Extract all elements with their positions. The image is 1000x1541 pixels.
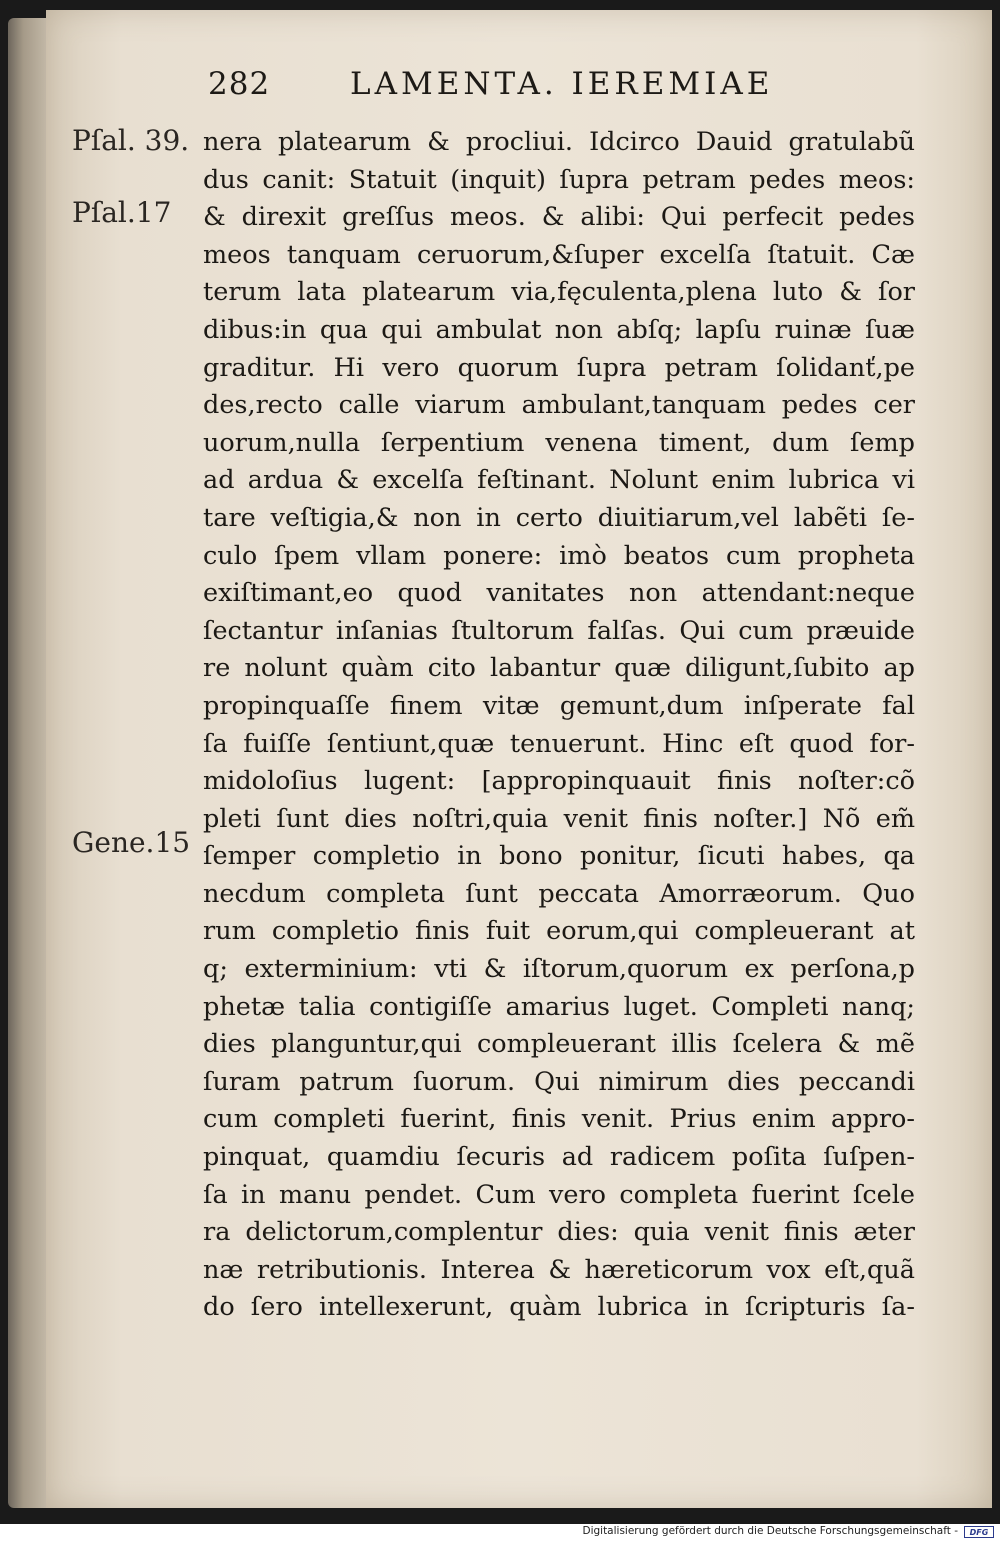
text-line: propinquaſſe finem vitæ gemunt,dum inſperate fal bbox=[203, 690, 915, 721]
text-line: midoloſius lugent: [appropinquauit finis noſter:cõ bbox=[203, 766, 915, 797]
margin-note: Pſal.17 bbox=[72, 196, 172, 229]
text-line: ſa fuiſſe ſentiunt,quæ tenuerunt. Hinc eſt quod for- bbox=[203, 728, 915, 759]
text-line: ſectantur inſanias ſtultorum falſas. Qui cum præuide bbox=[203, 615, 915, 646]
footer-credit: Digitalisierung gefördert durch die Deutsche Forschungsgemeinschaft - bbox=[582, 1525, 958, 1537]
margin-note: Pſal. 39. bbox=[72, 124, 190, 157]
text-line: ra delictorum,complentur dies: quia venit finis æter bbox=[203, 1217, 915, 1248]
text-line: des,recto calle viarum ambulant,tanquam pedes cer bbox=[203, 390, 915, 421]
text-line: næ retributionis. Interea & hæreticorum vox eſt,quã bbox=[203, 1254, 915, 1285]
text-line: ſemper completio in bono ponitur, ſicuti habes, qa bbox=[203, 841, 915, 872]
text-line: nera platearum & procliui. Idcirco Dauid gratulabũ bbox=[203, 127, 915, 157]
text-line: terum lata platearum via,fęculenta,plena luto & ſor bbox=[203, 277, 915, 308]
text-line: pleti ſunt dies noſtri,quia venit finis noſter.] Nõ em̃ bbox=[203, 803, 915, 834]
text-line: ad ardua & excelſa feſtinant. Nolunt enim lubrica vi bbox=[203, 465, 915, 496]
text-line: dies planguntur,qui compleuerant illis ſcelera & mẽ bbox=[203, 1029, 915, 1060]
text-line: dus canit: Statuit (inquit) ſupra petram pedes meos: bbox=[203, 164, 915, 195]
text-line: culo ſpem vllam ponere: imò beatos cum propheta bbox=[203, 540, 915, 571]
dfg-logo: DFG bbox=[964, 1526, 994, 1538]
text-line: do ſero intellexerunt, quàm lubrica in ſcripturis ſa- bbox=[203, 1292, 915, 1323]
running-head bbox=[0, 66, 1000, 114]
margin-note: Gene.15 bbox=[72, 826, 191, 859]
text-line: & direxit greſſus meos. & alibi: Qui perfecit pedes bbox=[203, 202, 915, 233]
text-line: ſuram patrum ſuorum. Qui nimirum dies peccandi bbox=[203, 1066, 915, 1097]
text-line: dibus:in qua qui ambulat non abſq; lapſu ruinæ ſuæ bbox=[203, 314, 915, 345]
page-number: 282 bbox=[208, 66, 271, 102]
text-line: re nolunt quàm cito labantur quæ diligunt,ſubito ap bbox=[203, 653, 915, 684]
text-line: rum completio finis fuit eorum,qui compleuerant at bbox=[203, 916, 915, 947]
body-text bbox=[203, 124, 915, 1327]
text-line: phetæ talia contigiſſe amarius luget. Completi nanq; bbox=[203, 991, 915, 1022]
text-line: meos tanquam ceruorum,&ſuper excelſa ſtatuit. Cæ bbox=[203, 239, 915, 270]
text-line: q; exterminium: vti & iſtorum,quorum ex perſona,p bbox=[203, 954, 915, 985]
text-line: pinquat, quamdiu ſecuris ad radicem poſita ſuſpen- bbox=[203, 1142, 915, 1173]
text-line: uorum,nulla ſerpentium venena timent, dum ſemp bbox=[203, 427, 915, 458]
text-line: tare veſtigia,& non in certo diuitiarum,vel labẽti ſe- bbox=[203, 502, 915, 533]
text-line: cum completi fuerint, finis venit. Prius enim appro- bbox=[203, 1104, 915, 1135]
text-line: graditur. Hi vero quorum ſupra petram ſolidanť,pe bbox=[203, 352, 915, 383]
text-line: exiſtimant,eo quod vanitates non attendant:neque bbox=[203, 578, 915, 609]
text-line: necdum completa ſunt peccata Amorræorum. Quo bbox=[203, 878, 915, 909]
page-title: LAMENTA. IEREMIAE bbox=[350, 66, 774, 102]
text-line: ſa in manu pendet. Cum vero completa fuerint ſcele bbox=[203, 1179, 915, 1210]
footer-bar bbox=[0, 1524, 1000, 1541]
